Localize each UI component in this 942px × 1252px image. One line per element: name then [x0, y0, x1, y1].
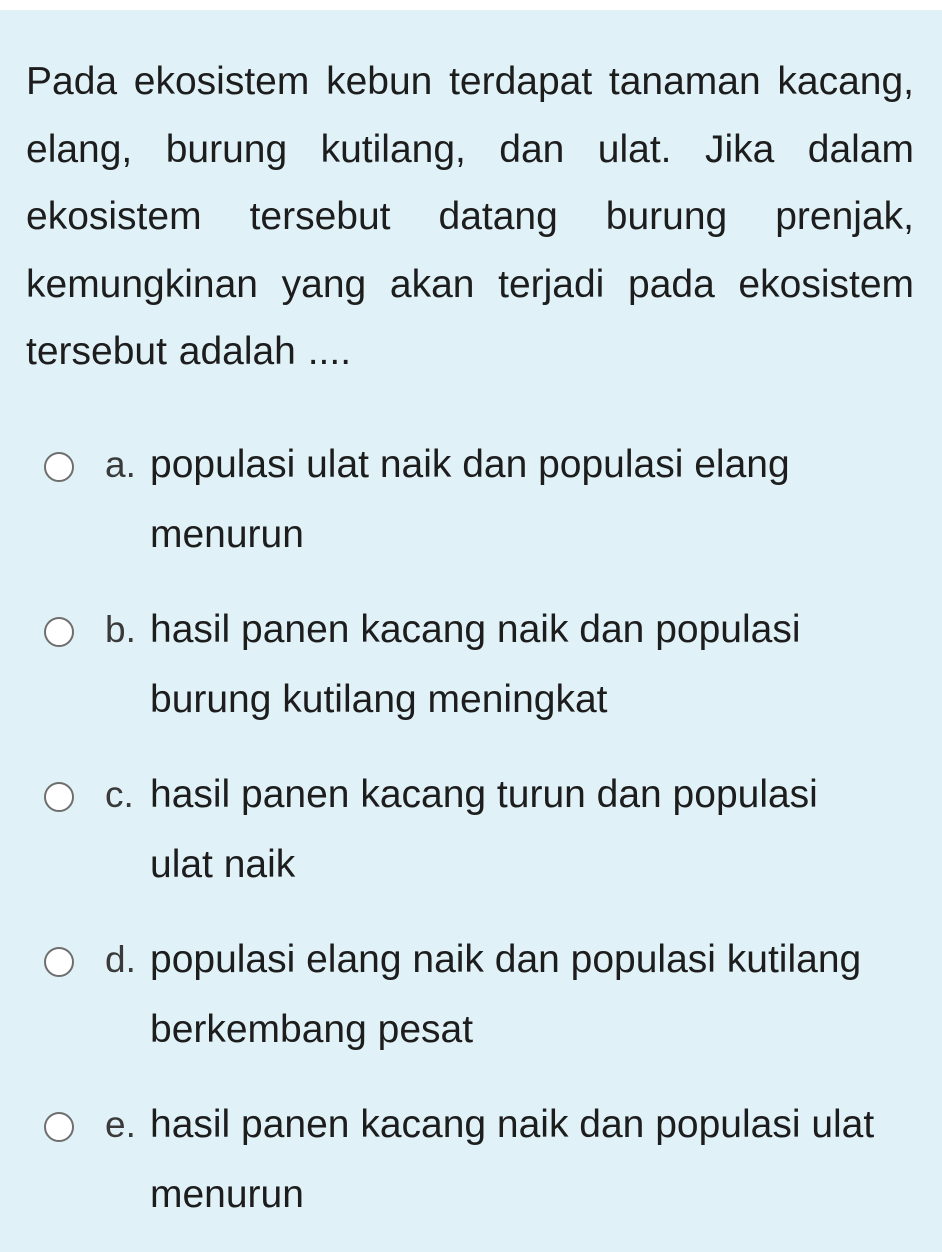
option-b[interactable]	[0, 595, 942, 745]
option-text: populasi ulat naik dan populasi elang menurun	[150, 443, 790, 556]
question-card	[0, 10, 942, 1252]
option-letter: b.	[105, 609, 136, 650]
radio-circle-icon[interactable]	[44, 947, 74, 977]
radio-circle-icon[interactable]	[44, 617, 74, 647]
radio-circle-icon[interactable]	[44, 1112, 74, 1142]
option-text: hasil panen kacang naik dan populasi burung kutilang meningkat	[150, 608, 801, 721]
radio-circle-icon[interactable]	[44, 452, 74, 482]
option-letter: c.	[105, 774, 134, 815]
option-c[interactable]	[0, 760, 942, 910]
option-d[interactable]	[0, 925, 942, 1075]
option-text: hasil panen kacang turun dan populasi ulat naik	[150, 773, 818, 886]
question-text: Pada ekosistem kebun terdapat tanaman kacang, elang, burung kutilang, dan ulat. Jika dalam ekosistem tersebut datang burung prenjak, kemungkinan yang akan terjadi pada ekosistem tersebut adalah ....	[26, 60, 914, 373]
option-a[interactable]	[0, 430, 942, 580]
option-letter: a.	[105, 444, 136, 485]
option-letter: e.	[105, 1104, 136, 1145]
option-text: hasil panen kacang naik dan populasi ulat menurun	[150, 1103, 875, 1216]
option-letter: d.	[105, 939, 136, 980]
option-text: populasi elang naik dan populasi kutilang berkembang pesat	[150, 938, 862, 1051]
radio-circle-icon[interactable]	[44, 782, 74, 812]
option-e[interactable]	[0, 1090, 942, 1240]
